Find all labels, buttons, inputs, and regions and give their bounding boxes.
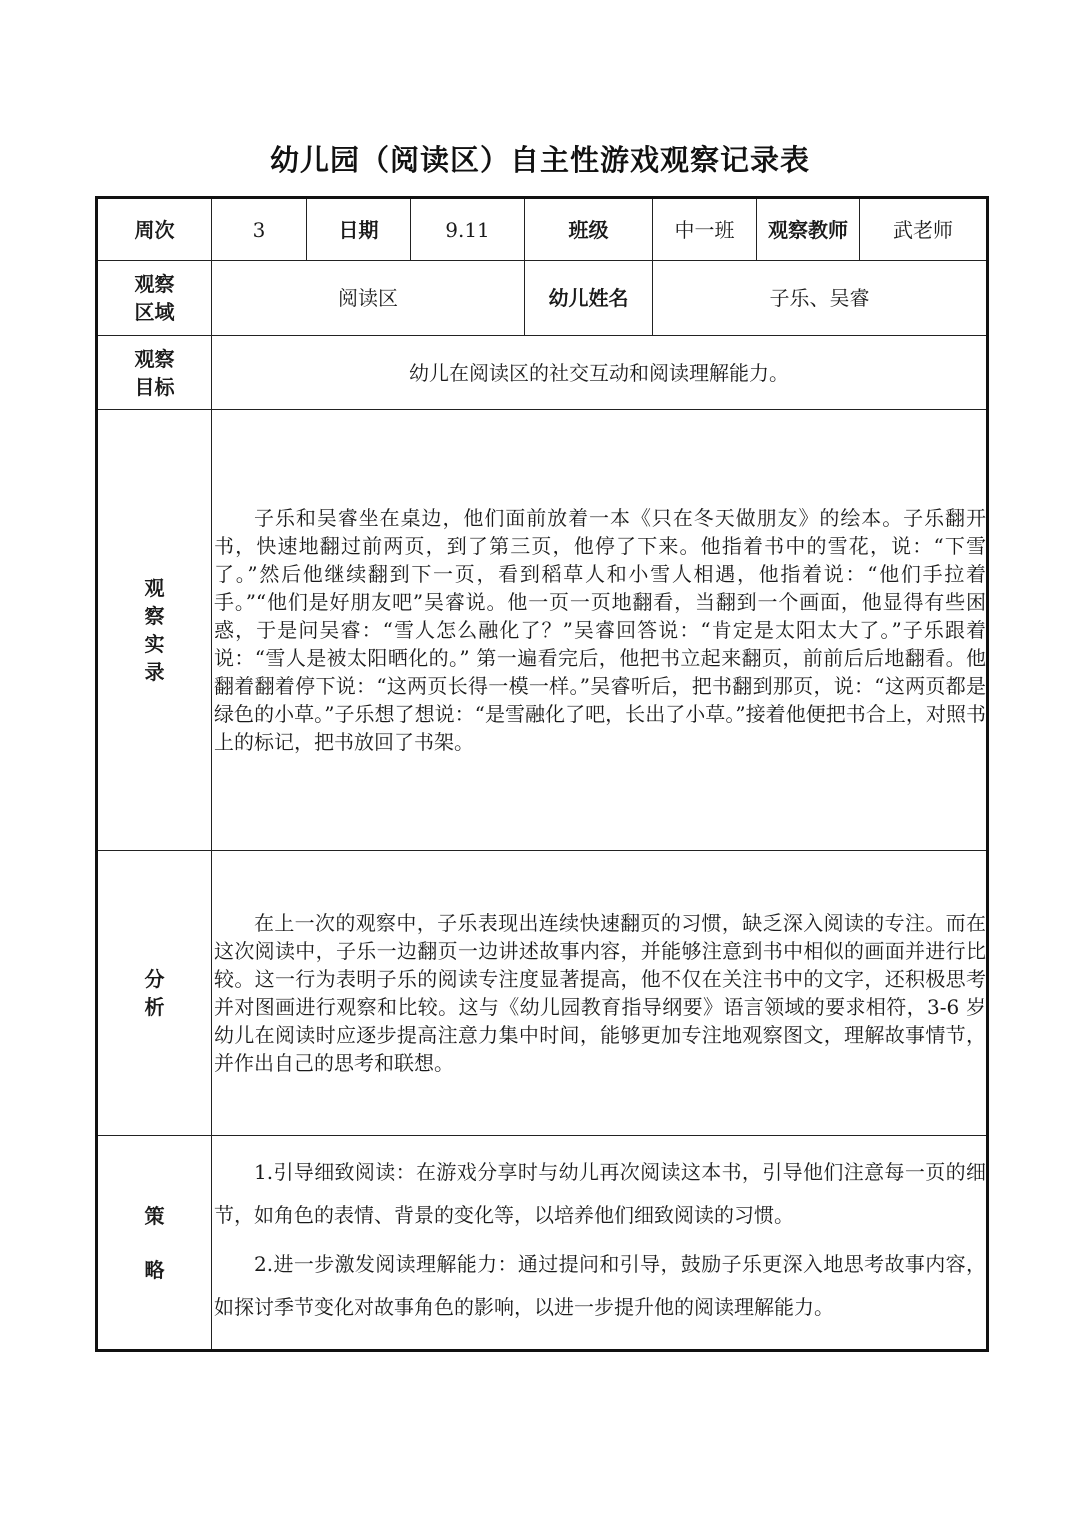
analysis-content [212,851,988,1136]
goal-label-line1: 观察 [134,346,175,371]
strategy-item: 1.引导细致阅读：在游戏分享时与幼儿再次阅读这本书，引导他们注意每一页的细节，如角色的表情、背景的变化等，以培养他们细致阅读的习惯。 [214,1159,986,1227]
goal-value: 幼儿在阅读区的社交互动和阅读理解能力。 [212,336,988,410]
record-text: 子乐和吴睿坐在桌边，他们面前放着一本《只在冬天做朋友》的绘本。子乐翻开书，快速地翻过前两页，到了第三页，他停了下来。他指着书中的雪花，说：“下雪了。”然后他继续翻到下一页，看到稻草人和小雪人相遇，他指着说：“他们手拉着手。”“他们是好朋友吧”吴睿说。他一页一页地翻看，当翻到一个画面，他显得有些困惑，于是问吴睿：“雪人怎么融化了？”吴睿回答说：“肯定是太阳太大了。”子乐跟着说：“雪人是被太阳晒化的。” 第一遍看完后，他把书立起来翻页，前前后后地翻看。他翻着翻着停下说：“这两页长得一模一样。”吴睿听后，把书翻到那页，说：“这两页都是绿色的小草。”子乐想了想说：“是雪融化了吧，长出了小草。”接着他便把书合上，对照书上的标记，把书放回了书架。 [214,506,986,754]
analysis-text: 在上一次的观察中，子乐表现出连续快速翻页的习惯，缺乏深入阅读的专注。而在这次阅读中，子乐一边翻页一边讲述故事内容，并能够注意到书中相似的画面并进行比较。这一行为表明子乐的阅读专注度显著提高，他不仅在关注书中的文字，还积极思考并对图画进行观察和比较。这与《幼儿园教育指导纲要》语言领域的要求相符，3-6 岁幼儿在阅读时应逐步提高注意力集中时间，能够更加专注地观察图文，理解故事情节，并作出自己的思考和联想。 [214,911,986,1075]
area-label [97,261,212,336]
page-title: 幼儿园（阅读区）自主性游戏观察记录表 [269,143,810,177]
observation-record-table [95,196,989,1352]
goal-label [97,336,212,410]
area-row [97,261,988,336]
record-row [97,410,988,851]
strategy-label-char: 策 [144,1203,165,1228]
analysis-row [97,851,988,1136]
child-name-label: 幼儿姓名 [525,261,653,336]
record-label-char: 观 [144,576,165,600]
record-label [97,410,212,851]
record-content [212,410,988,851]
strategy-content [212,1136,988,1351]
analysis-label-char: 分 [144,967,165,991]
header-row [97,198,988,261]
area-label-line1: 观察 [134,272,175,296]
record-label-char: 录 [144,660,165,684]
teacher-label: 观察教师 [757,198,860,261]
week-label: 周次 [97,198,212,261]
strategy-item: 2.进一步激发阅读理解能力：通过提问和引导，鼓励子乐更深入地思考故事内容，如探讨季节变化对故事角色的影响，以进一步提升他的阅读理解能力。 [214,1251,986,1319]
area-label-line2: 区域 [134,300,175,324]
area-value: 阅读区 [212,261,525,336]
child-name-value: 子乐、吴睿 [653,261,988,336]
analysis-label-char: 析 [144,995,165,1019]
goal-label-line2: 目标 [134,374,175,399]
teacher-value: 武老师 [860,198,988,261]
strategy-label-char: 略 [144,1257,165,1282]
strategy-row [97,1136,988,1351]
week-value: 3 [212,198,307,261]
date-label: 日期 [307,198,411,261]
date-value: 9.11 [411,198,525,261]
strategy-label [97,1136,212,1351]
goal-row [97,336,988,410]
class-value: 中一班 [653,198,757,261]
class-label: 班级 [525,198,653,261]
record-label-char: 察 [144,604,165,628]
analysis-label [97,851,212,1136]
record-label-char: 实 [144,632,165,656]
